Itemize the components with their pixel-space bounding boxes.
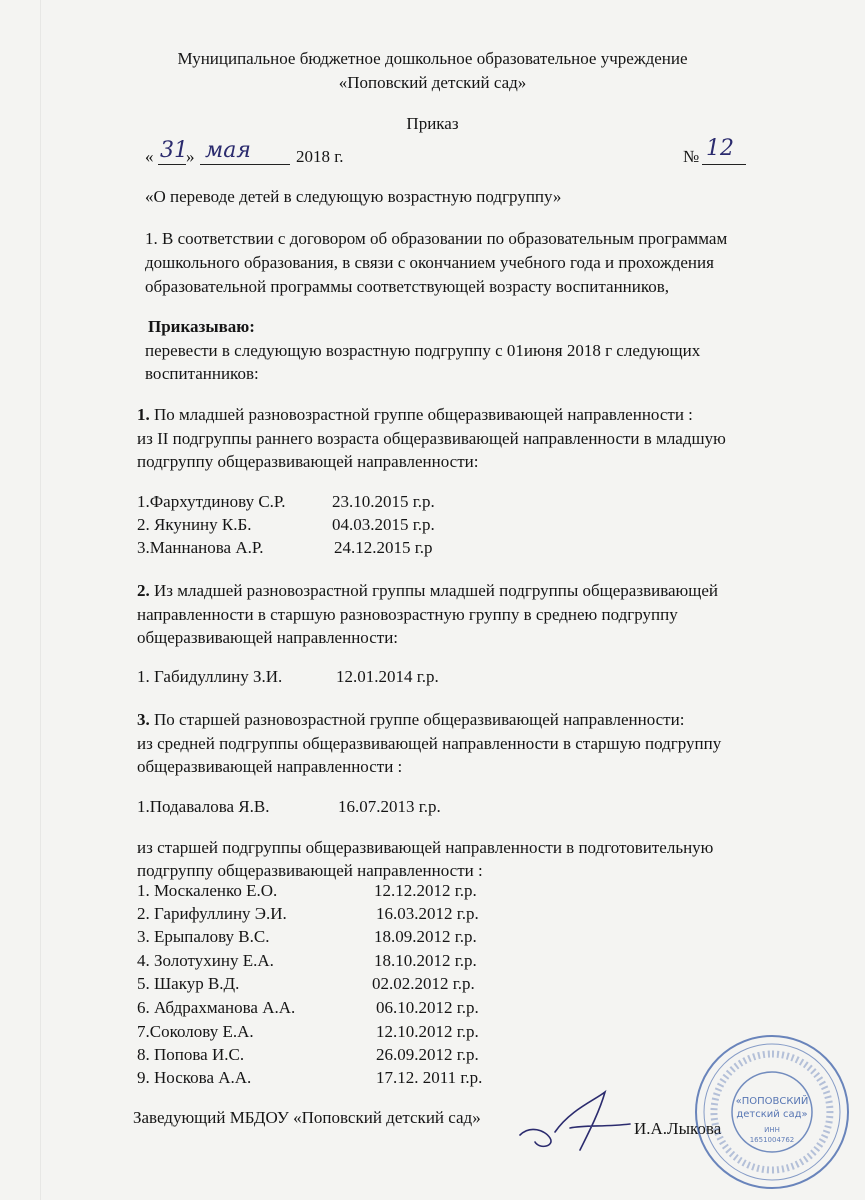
scan-artifact-line: [40, 0, 41, 1200]
order-subject: «О переводе детей в следующую возрастную подгруппу»: [145, 187, 562, 206]
child-name: 2. Гарифуллину Э.И.: [137, 904, 287, 923]
list-item: [137, 926, 537, 948]
child-name: 3.Маннанова А.Р.: [137, 538, 264, 557]
child-birthdate: 12.10.2012 г.р.: [376, 1022, 479, 1041]
signature-scribble: [510, 1080, 640, 1160]
child-birthdate: 23.10.2015 г.р.: [332, 492, 435, 511]
stamp-text-line2: детский сад»: [736, 1109, 808, 1120]
date-month-underline: [200, 164, 290, 165]
section3-sub-line: общеразвивающей направленности :: [137, 757, 403, 776]
child-birthdate: 18.09.2012 г.р.: [374, 927, 477, 946]
section1-heading: [137, 404, 693, 426]
order-word: Приказываю:: [148, 317, 255, 336]
org-name-line2: «Поповский детский сад»: [338, 73, 527, 92]
stamp-inn-label: ИНН: [764, 1126, 780, 1134]
child-birthdate: 16.07.2013 г.р.: [338, 797, 441, 816]
list-item: [137, 997, 537, 1019]
child-name: 7.Соколову Е.А.: [137, 1022, 254, 1041]
section2-heading: [137, 580, 718, 602]
section3-heading-text: По старшей разновозрастной группе общеразвивающей направленности:: [149, 710, 685, 729]
child-birthdate: 17.12. 2011 г.р.: [376, 1068, 483, 1087]
list-item: [137, 514, 537, 536]
list-item: [137, 973, 537, 995]
child-name: 9. Носкова А.А.: [137, 1068, 252, 1087]
list-item: [137, 1044, 537, 1066]
section3-sub2-line: из старшей подгруппы общеразвивающей направленности в подготовительную: [137, 838, 714, 857]
child-birthdate: 12.12.2012 г.р.: [374, 881, 477, 900]
child-birthdate: 16.03.2012 г.р.: [376, 904, 479, 923]
order-text-line: перевести в следующую возрастную подгруппу с 01июня 2018 г следующих: [145, 341, 701, 360]
section2-line: общеразвивающей направленности:: [137, 628, 399, 647]
section2-line: направленности в старшую разновозрастную группу в среднею подгруппу: [137, 605, 678, 624]
child-birthdate: 18.10.2012 г.р.: [374, 951, 477, 970]
child-name: 1.Подавалова Я.В.: [137, 797, 270, 816]
list-item: [137, 537, 537, 559]
child-birthdate: 06.10.2012 г.р.: [376, 998, 479, 1017]
list-item: [137, 1021, 537, 1043]
date-month-handwritten: мая: [205, 138, 251, 163]
child-name: 6. Абдрахманова А.А.: [137, 998, 296, 1017]
child-name: 3. Ерыпалову В.С.: [137, 927, 270, 946]
section1-sub-line: из II подгруппы раннего возраста общеразвивающей направленности в младшую: [137, 429, 726, 448]
child-name: 5. Шакур В.Д.: [137, 974, 240, 993]
section1-number: 1.: [137, 405, 150, 424]
stamp-inn-value: 1651004762: [749, 1136, 795, 1144]
child-birthdate: 04.03.2015 г.р.: [332, 515, 435, 534]
signatory-position: Заведующий МБДОУ «Поповский детский сад»: [133, 1108, 481, 1127]
date-day-handwritten: 31: [160, 138, 188, 163]
child-name: 8. Попова И.С.: [137, 1045, 245, 1064]
date-open-quote: «: [145, 147, 154, 166]
signatory-name: И.А.Лыкова: [634, 1119, 722, 1138]
document-title: Приказ: [406, 114, 459, 133]
section3-sub2-line: подгруппу общеразвивающей направленности :: [137, 861, 483, 880]
child-name: 1. Москаленко Е.О.: [137, 881, 278, 900]
section2-heading-text: Из младшей разновозрастной группы младшей подгруппы общеразвивающей: [149, 581, 718, 600]
list-item: [137, 666, 537, 688]
section1-sub-line: подгруппу общеразвивающей направленности:: [137, 452, 479, 471]
section3-sub-line: из средней подгруппы общеразвивающей направленности в старшую подгруппу: [137, 734, 722, 753]
section2-number: 2.: [137, 581, 150, 600]
date-year: 2018 г.: [296, 147, 344, 166]
preamble-line: образовательной программы соответствующей возрасту воспитанников,: [145, 277, 670, 296]
list-item: [137, 950, 537, 972]
round-stamp: [692, 1032, 852, 1192]
date-day-underline: [158, 164, 186, 165]
child-birthdate: 12.01.2014 г.р.: [336, 667, 439, 686]
section3-heading: [137, 709, 684, 731]
section3-number: 3.: [137, 710, 150, 729]
preamble-line: дошкольного образования, в связи с окончанием учебного года и прохождения: [145, 253, 714, 272]
order-number-underline: [702, 164, 746, 165]
section1-heading-text: По младшей разновозрастной группе общеразвивающей направленности :: [149, 405, 693, 424]
list-item: [137, 880, 537, 902]
child-name: 4. Золотухину Е.А.: [137, 951, 274, 970]
list-item: [137, 491, 537, 513]
child-name: 1.Фархутдинову С.Р.: [137, 492, 286, 511]
list-item: [137, 1067, 537, 1089]
child-birthdate: 26.09.2012 г.р.: [376, 1045, 479, 1064]
preamble-line: 1. В соответствии с договором об образовании по образовательным программам: [145, 229, 728, 248]
date-close-quote: »: [186, 147, 195, 166]
order-number-handwritten: 12: [706, 136, 734, 161]
order-number-label: №: [683, 147, 700, 166]
child-name: 1. Габидуллину З.И.: [137, 667, 283, 686]
list-item: [137, 903, 537, 925]
stamp-text-line1: «ПОПОВСКИЙ: [735, 1096, 809, 1107]
child-birthdate: 02.02.2012 г.р.: [372, 974, 475, 993]
order-text-line: воспитанников:: [145, 364, 259, 383]
child-name: 2. Якунину К.Б.: [137, 515, 252, 534]
org-name-line1: Муниципальное бюджетное дошкольное образовательное учреждение: [177, 49, 688, 68]
child-birthdate: 24.12.2015 г.р: [334, 538, 433, 557]
list-item: [137, 796, 537, 818]
